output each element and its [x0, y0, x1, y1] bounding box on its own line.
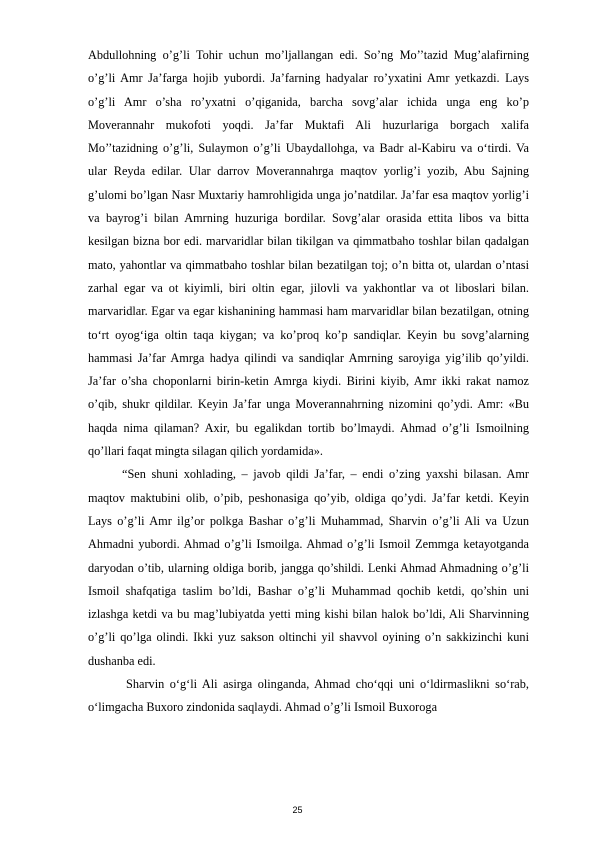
page-number: 25	[292, 805, 303, 815]
paragraph-1: Abdullohning o’g’li Tohir uchun mo’ljallangan edi. So’ng Mo’’tazid Mug’alafirning o’g’li Amr Ja’farga hojib yubordi. Ja’farning hadyalar ro’yxatini Amr yetkazdi. Lays o’g’li Amr o’sha ro’yxatni o’qiganida, barcha sovg’alar ichida unga eng ko’p Moverannahr mukofoti yoqdi. Ja’far Muktafi Ali huzurlariga borgach xalifa Mo’’tazidning o’g’li, Sulaymon o’g’li Ubaydallohga, va Badr al-Kabiru va o‘tirdi. Va ular Reyda edilar. Ular darrov Moverannahrga maqtov yorlig’i yozib, Abu Sajning g’ulomi bo’lgan Nasr Muxtariy hamrohligida unga jo’natdilar. Ja’far esa maqtov yorlig’i va bayrog’i bilan Amrning huzuriga bordilar. Sovg’alar orasida ettita libos va bitta kesilgan bizna bor edi. marvaridlar bilan tikilgan va qimmatbaho toshlar bilan qadalgan mato, yahontlar va qimmatbaho toshlar bilan bezatilgan toj; o’n bitta ot, ulardan o’ntasi zarhal egar va ot kiyimli, biri oltin egar, jilovli va yakhontlar va ot liboslari bilan. marvaridlar. Egar va egar kishanining hammasi ham marvaridlar bilan bezatilgan, otning to‘rt oyog‘iga oltin taqa kiygan; va ko’proq ko’p sandiqlar. Keyin bu sovg’alarning hammasi Ja’far Amrga hadya qilindi va sandiqlar Amrning saroyiga yig’ilib qo’yildi. Ja’far o’sha choponlarni birin-ketin Amrga kiydi. Birini kiyib, Amr ikki rakat namoz o’qib, shukr qildilar. Keyin Ja’far unga Moverannahrning nizomini qo’ydi. Amr: «Bu haqda nima qilaman? Axir, bu egalikdan tortib bo’lmaydi. Ahmad o’g’li Ismoilning qo’llari faqat mingta silagan qilich yordamida».	[88, 48, 529, 459]
paragraph-3: Sharvin o‘g‘li Ali asirga olinganda, Ahmad cho‘qqi uni o‘ldirmaslikni so‘rab, o‘limgacha Buxoro zindonida saqlaydi. Ahmad o’g’li Ismoil Buxoroga	[88, 677, 529, 715]
paragraph-2: “Sen shuni xohlading, – javob qildi Ja’far, – endi o’zing yaxshi bilasan. Amr maqtov maktubini olib, o’pib, peshonasiga qo’yib, oldiga qo’ydi. Ja’far ketdi. Keyin Lays o’g’li Amr ilg’or polkga Bashar o’g’li Muhammad, Sharvin o’g’li Ali va Uzun Ahmadni yubordi. Ahmad o’g’li Ismoilga. Ahmad o’g’li Ismoil Zemmga ketayotganda daryodan o’tib, ularning oldiga borib, jangga qo’shildi. Lenki Ahmad Ahmadning o’g’li Ismoil shafqatiga taslim bo’ldi, Bashar o’g’li Muhammad qochib ketdi, qo’shin uni izlashga ketdi va bu mag’lubiyatda yetti ming kishi bilan halok bo’ldi, Ali Sharvinning o’g’li qo’lga olindi. Ikki yuz sakson oltinchi yil shavvol oyining o’n sakkizinchi kuni dushanba edi.	[88, 467, 529, 668]
document-body	[88, 44, 529, 720]
